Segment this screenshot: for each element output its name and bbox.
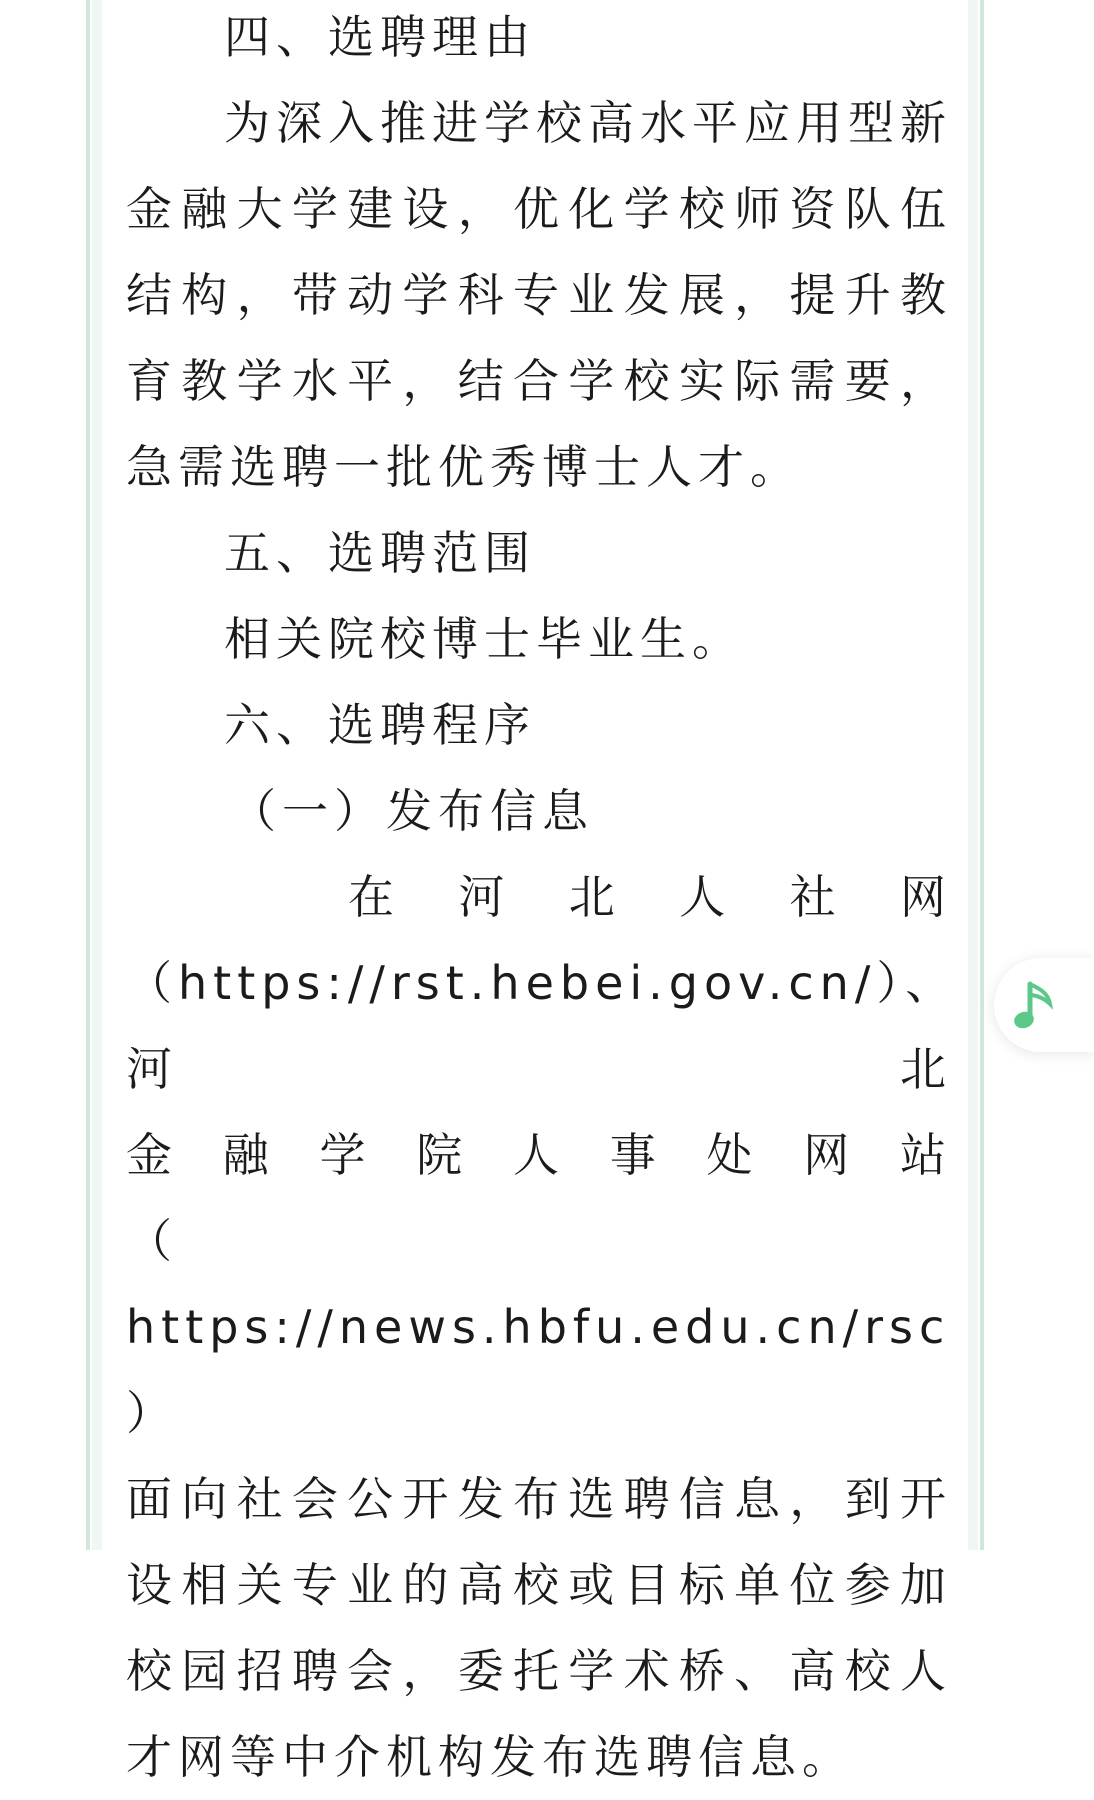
- paragraph-publish-channels: 面向社会公开发布选聘信息，到开设相关专业的高校或目标单位参加校园招聘会，委托学术桥、高校人才网等中介机构发布选聘信息。: [126, 1472, 952, 1784]
- link-hebei-hr-url[interactable]: （https://rst.hebei.gov.cn/）、河北: [126, 956, 958, 1096]
- section-heading-4: 四、选聘理由: [224, 10, 536, 64]
- paragraph-selection-scope: 相关院校博士毕业生。: [224, 612, 744, 666]
- frame-border-right: [980, 0, 984, 1550]
- frame-border-left: [86, 0, 90, 1550]
- frame-stripe-right: [968, 0, 978, 1550]
- article-body: [126, 0, 958, 1800]
- paragraph-line-hbfu-hr-site: 金 融 学 院 人 事 处 网 站: [126, 1128, 952, 1182]
- frame-stripe-left: [92, 0, 102, 1550]
- section-heading-6: 六、选聘程序: [224, 698, 536, 752]
- paragraph-selection-reason: 为深入推进学校高水平应用型新金融大学建设，优化学校师资队伍结构，带动学科专业发展，提升教育教学水平，结合学校实际需要，急需选聘一批优秀博士人才。: [126, 96, 952, 494]
- music-toggle-button[interactable]: [994, 958, 1094, 1052]
- subsection-heading-publish-info: （一）发布信息: [230, 784, 594, 838]
- music-note-icon: [1014, 978, 1056, 1032]
- link-hbfu-hr-url[interactable]: （ https://news.hbfu.edu.cn/rsc ）: [126, 1214, 951, 1440]
- paragraph-line-hebei-hr-site: 在 河 北 人 社 网: [348, 870, 952, 924]
- section-heading-5: 五、选聘范围: [224, 526, 536, 580]
